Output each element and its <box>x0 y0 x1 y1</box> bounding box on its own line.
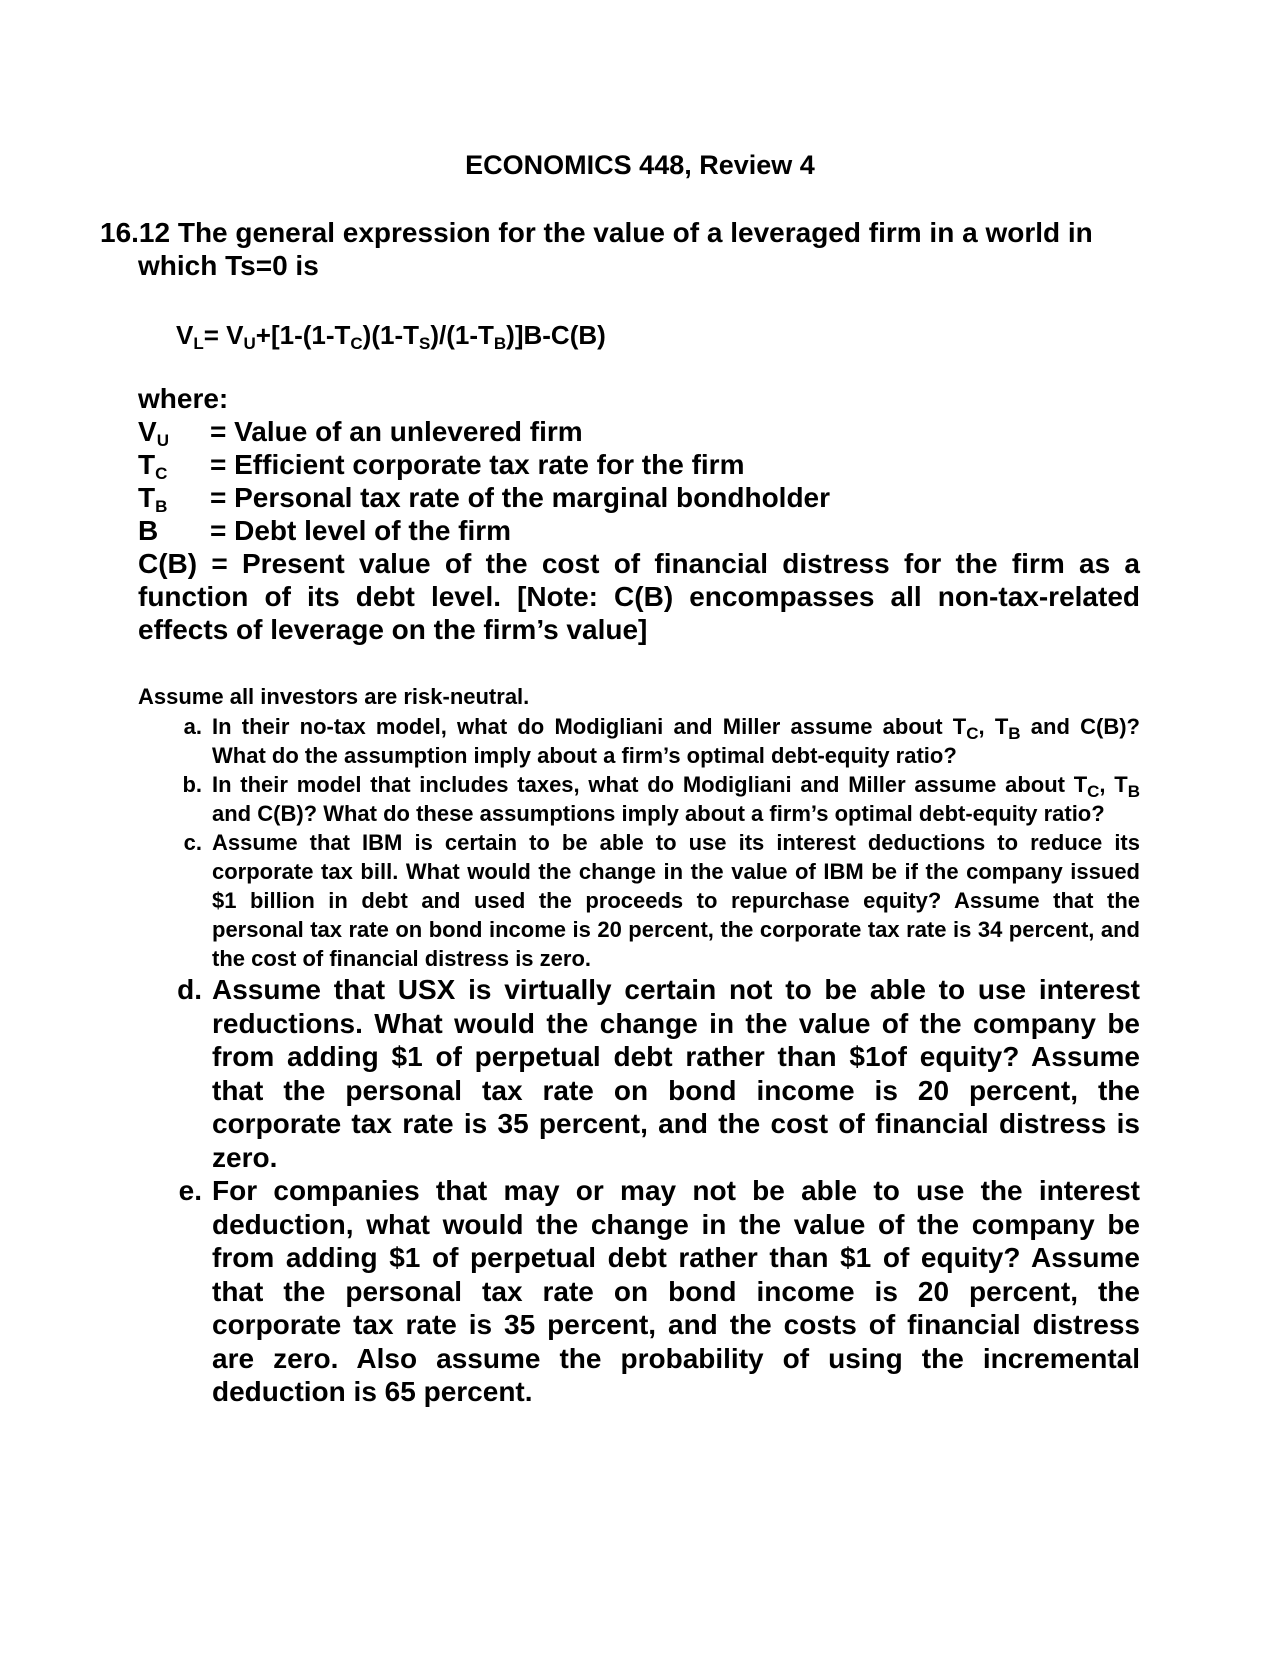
question-letter: d. <box>177 974 202 1005</box>
definition-text: = Personal tax rate of the marginal bondholder <box>210 482 831 513</box>
where-label: where: <box>138 383 229 414</box>
question-letter: c. <box>183 830 202 855</box>
question-text: In their no-tax model, what do Modigliani and Miller assume about $T_C$, $T_B$ and C(B)? What do the assumption imply about a firm’s optimal debt-equity ratio? <box>212 714 1140 768</box>
page-title: ECONOMICS 448, Review 4 <box>465 150 815 180</box>
leveraged-firm-formula: $V_L= V_U+[1-(1-T_C)(1-T_S)/(1-T_B)]B-C(B)$ <box>176 320 606 353</box>
question-item-e <box>138 1174 1140 1409</box>
definition-b <box>138 514 1140 547</box>
definition-text: = Debt level of the firm <box>210 515 512 546</box>
definition-symbol: B <box>138 515 159 546</box>
definition-text: = Efficient corporate tax rate for the firm <box>210 449 745 480</box>
question-item-a <box>138 712 1140 770</box>
question-text: Assume that USX is virtually certain not to be able to use interest reductions. What would the change in the value of the company be from adding $1 of perpetual debt rather than $1of equity? Assume that the personal tax rate on bond income is 20 percent, the corporate tax rate is 35 percent, and the cost of financial distress is zero. <box>212 974 1140 1173</box>
question-text: In their model that includes taxes, what do Modigliani and Miller assume about $T_C$, $T_B$ and C(B)? What do these assumptions imply about a firm’s optimal debt-equity ratio? <box>212 772 1140 826</box>
definition-cb: C(B) = Present value of the cost of financial distress for the firm as a function of its debt level. [Note: C(B) encompasses all non-tax-related effects of leverage on the firm’s value] <box>138 548 1140 645</box>
question-item-c <box>138 828 1140 973</box>
question-letter: a. <box>183 714 202 739</box>
definition-symbol: $V_U$ <box>138 416 169 450</box>
question-item-b <box>138 770 1140 828</box>
question-list <box>138 712 1140 1409</box>
problem-header: 16.12 The general expression for the value of a leveraged firm in a world in which Ts=0 is <box>100 217 1093 281</box>
definition-tb <box>138 481 1140 514</box>
question-letter: b. <box>182 772 202 797</box>
question-item-d <box>138 973 1140 1174</box>
definition-symbol: $T_B$ <box>138 482 168 516</box>
definition-text: = Value of an unlevered firm <box>210 416 583 447</box>
assumption-text: Assume all investors are risk-neutral. <box>138 684 530 709</box>
question-letter: e. <box>178 1175 202 1206</box>
definition-vu <box>138 415 1140 448</box>
questions-block <box>138 682 1140 1409</box>
question-text: For companies that may or may not be able to use the interest deduction, what would the change in the value of the company be from adding $1 of perpetual debt rather than $1 of equity? Assume that the personal tax rate on bond income is 20 percent, the corporate tax rate is 35 percent, and the costs of financial distress are zero. Also assume the probability of using the incremental deduction is 65 percent. <box>212 1175 1140 1407</box>
question-text: Assume that IBM is certain to be able to use its interest deductions to reduce its corporate tax bill. What would the change in the value of IBM be if the company issued $1 billion in debt and used the proceeds to repurchase equity? Assume that the personal tax rate on bond income is 20 percent, the corporate tax rate is 34 percent, and the cost of financial distress is zero. <box>212 830 1140 971</box>
definition-tc <box>138 448 1140 481</box>
definitions-block <box>138 382 1140 646</box>
definition-symbol: $T_C$ <box>138 449 168 483</box>
